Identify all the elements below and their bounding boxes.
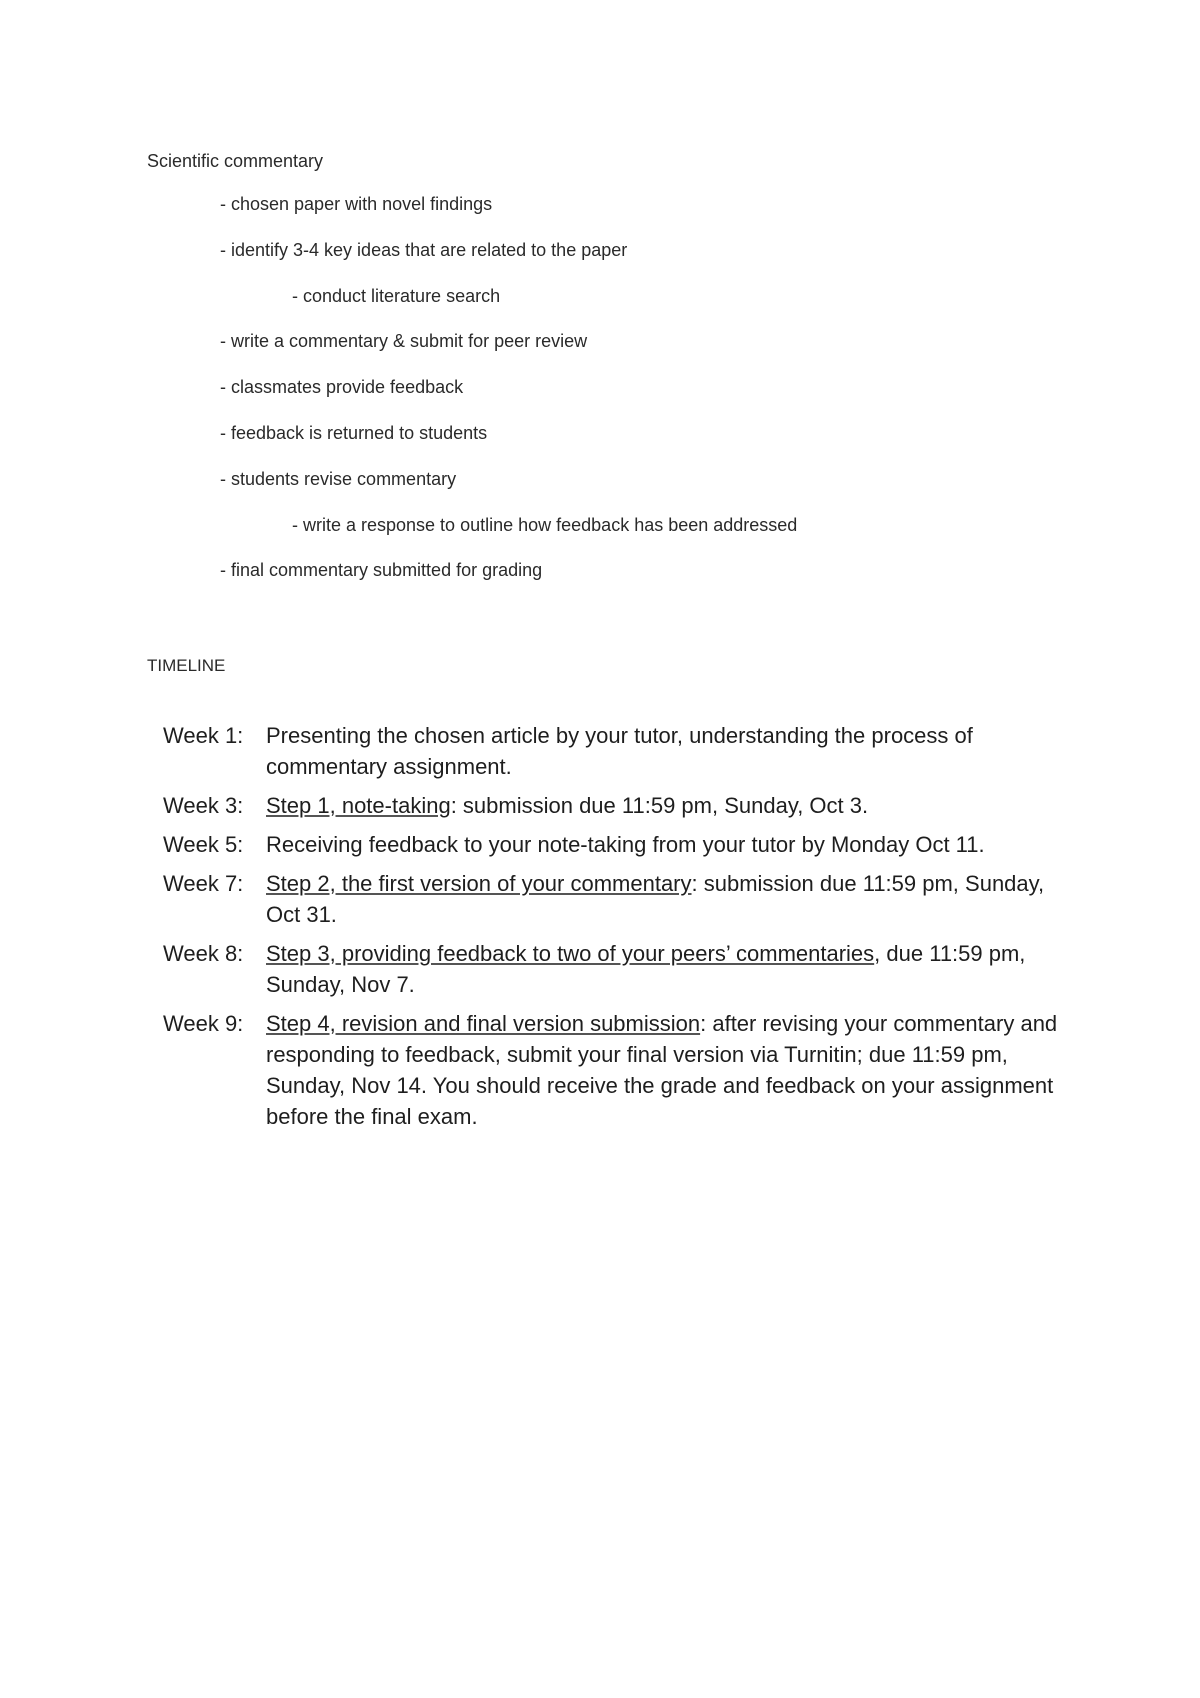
bullet-item: - final commentary submitted for grading [220, 560, 543, 580]
timeline-week-label: Week 1: [163, 723, 244, 748]
timeline-step-title: Step 1, note-taking [266, 793, 451, 818]
bullet-item: - write a response to outline how feedback has been addressed [292, 515, 798, 535]
timeline-row [163, 868, 1063, 930]
bullet-item: - conduct literature search [292, 286, 501, 306]
timeline-week-label: Week 8: [163, 941, 244, 966]
timeline-description [266, 790, 1063, 821]
timeline-description [266, 938, 1063, 1000]
timeline-detail-text: : after revising your commentary and responding to feedback, submit your final version via Turnitin; due 11:59 pm, Sunday, Nov 14. You should receive the grade and feedback on your assignment before the final exam. [266, 1011, 1058, 1129]
timeline-step-title: Step 3, providing feedback to two of your peers’ commentaries [266, 941, 875, 966]
timeline-detail-text: Presenting the chosen article by your tutor, understanding the process of commentary assignment. [266, 723, 973, 779]
timeline-description [266, 868, 1063, 930]
timeline-row [163, 938, 1063, 1000]
timeline-row [163, 829, 1063, 860]
timeline-row [163, 1008, 1063, 1132]
timeline-detail-text: : submission due 11:59 pm, Sunday, Oct 31. [266, 871, 1045, 927]
timeline-list [163, 720, 1063, 1140]
timeline-week-label: Week 5: [163, 832, 244, 857]
timeline-week-label: Week 7: [163, 871, 244, 896]
timeline-heading: TIMELINE [147, 656, 226, 675]
bullet-item: - feedback is returned to students [220, 423, 488, 443]
timeline-description [266, 829, 1063, 860]
bullet-item: - chosen paper with novel findings [220, 194, 493, 214]
timeline-row [163, 720, 1063, 782]
document-title: Scientific commentary [147, 151, 324, 171]
bullet-item: - identify 3-4 key ideas that are related to the paper [220, 240, 628, 260]
timeline-description [266, 1008, 1063, 1132]
timeline-detail-text: , due 11:59 pm, Sunday, Nov 7. [266, 941, 1026, 997]
timeline-detail-text: Receiving feedback to your note-taking from your tutor by Monday Oct 11. [266, 832, 985, 857]
timeline-week-label: Week 3: [163, 793, 244, 818]
bullet-item: - classmates provide feedback [220, 377, 464, 397]
timeline-row [163, 790, 1063, 821]
bullet-item: - write a commentary & submit for peer review [220, 331, 588, 351]
bullet-item: - students revise commentary [220, 469, 457, 489]
timeline-step-title: Step 2, the first version of your commentary [266, 871, 692, 896]
timeline-description [266, 720, 1063, 782]
timeline-step-title: Step 4, revision and final version submission [266, 1011, 701, 1036]
timeline-week-label: Week 9: [163, 1011, 244, 1036]
timeline-detail-text: : submission due 11:59 pm, Sunday, Oct 3. [450, 793, 869, 818]
